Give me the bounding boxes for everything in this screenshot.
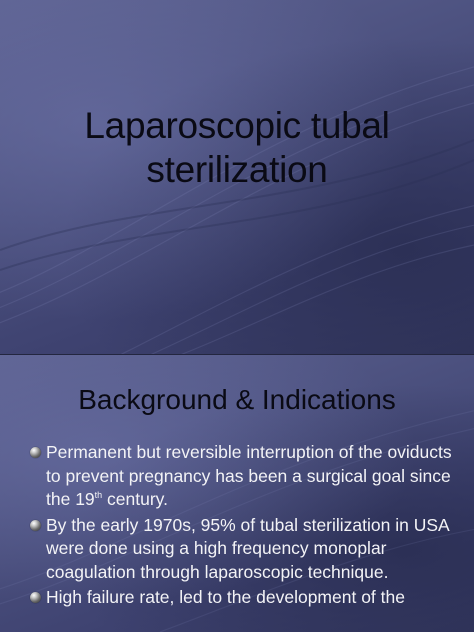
sphere-bullet-icon	[30, 447, 41, 458]
content-slide	[0, 355, 474, 632]
bullet-superscript: th	[94, 490, 103, 501]
slide-heading: Background & Indications	[78, 384, 396, 415]
bullet-text: By the early 1970s, 95% of tubal sterilization in USA were done using a high frequency monoplar coagulation through laparoscopic technique.	[46, 514, 449, 582]
sphere-bullet-icon	[30, 592, 41, 603]
bullet-text-end: century.	[102, 489, 168, 509]
bullet-text: High failure rate, led to the development of the	[46, 587, 405, 607]
slide-title-line-1: Laparoscopic tubal	[84, 105, 390, 146]
slide-title	[0, 104, 474, 192]
sphere-bullet-icon	[30, 520, 41, 531]
bullet-item	[30, 586, 470, 610]
slide-title-line-2: sterilization	[146, 149, 328, 190]
bullet-item	[30, 441, 470, 512]
bullet-list	[30, 441, 470, 612]
bullet-item	[30, 514, 470, 585]
bullet-text: Permanent but reversible interruption of the oviducts to prevent pregnancy has been a surgical goal since the 19	[46, 442, 452, 509]
